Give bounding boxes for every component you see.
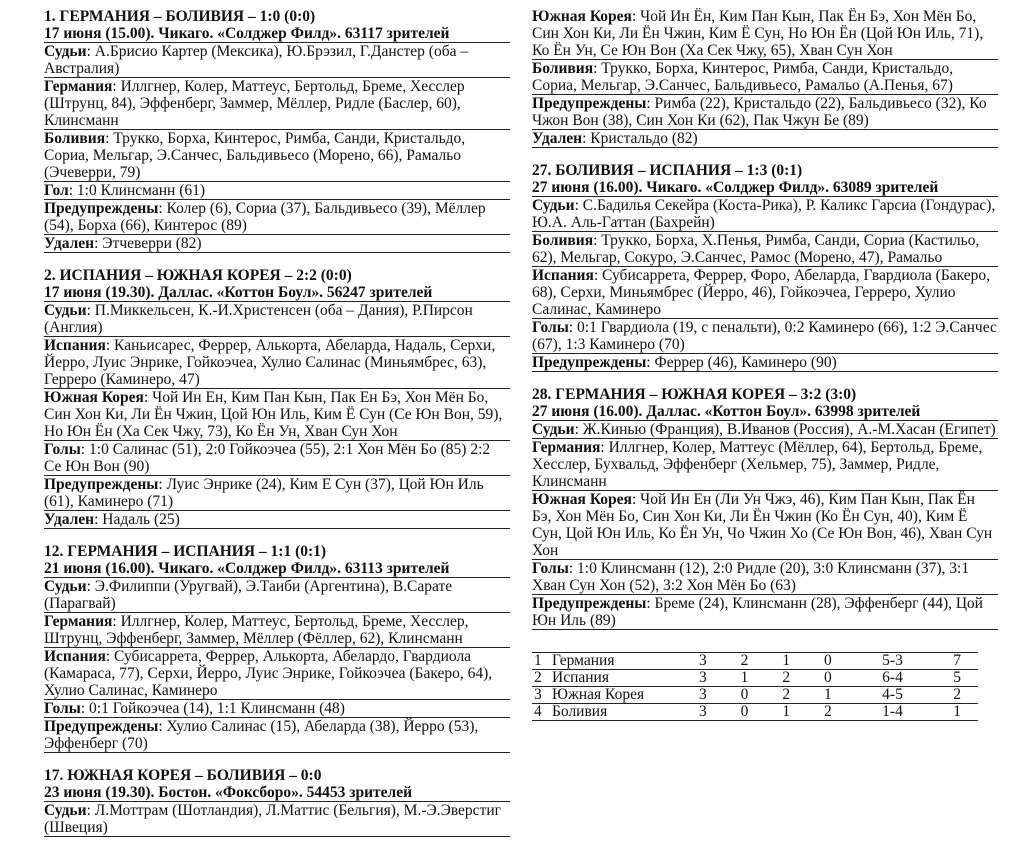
entry-label: Судьи: [44, 43, 87, 60]
standings-cell: 1: [936, 704, 978, 721]
entry-label: Предупреждены: [532, 595, 647, 612]
match-entry: [532, 491, 998, 560]
standings-cell: 1: [807, 687, 849, 704]
match-report: [44, 767, 510, 837]
match-entry: [532, 60, 998, 95]
entry-label: Судьи: [44, 302, 87, 319]
match-title: 28. ГЕРМАНИЯ – ЮЖНАЯ КОРЕЯ – 3:2 (3:0): [532, 386, 857, 403]
match-entry: [44, 78, 510, 130]
entry-text: : Иллгнер, Колер, Маттеус, Бертольд, Бреме, Хесслер, Штрунц, Эффенберг, Заммер, Мёллер (Фёллер, 62), Клинсманн: [44, 613, 469, 647]
entry-text: : Надаль (25): [94, 511, 180, 528]
entry-label: Предупреждены: [532, 354, 647, 371]
match-report: [44, 543, 510, 753]
match-entry: [44, 476, 510, 511]
entry-text: : Луис Энрике (24), Ким Е Сун (37), Цой Юн Иль (61), Каминеро (71): [44, 476, 484, 510]
entry-label: Удален: [44, 235, 95, 252]
match-entry: [44, 802, 510, 837]
entry-text: : Колер (6), Сориа (37), Бальдивьесо (39), Мёллер (54), Борха (66), Кинтерос (89): [44, 200, 486, 234]
entry-text: : 0:1 Гвардиола (19, с пенальти), 0:2 Каминеро (66), 1:2 Э.Санчес (67), 1:3 Каминеро (70): [532, 319, 997, 353]
match-entry: [532, 130, 998, 148]
entry-label: Судьи: [44, 578, 87, 595]
standings-cell: 5-3: [849, 653, 937, 670]
entry-label: Голы: [44, 700, 81, 717]
match-entry: [532, 421, 998, 439]
entry-label: Германия: [44, 613, 113, 630]
standings-cell: 4-5: [849, 687, 937, 704]
entry-text: : П.Миккельсен, К.-И.Христенсен (оба – Дания), Р.Пирсон (Англия): [44, 302, 473, 336]
entry-text: : Кристальдо (82): [582, 130, 698, 147]
entry-text: : Чой Ин Ен, Ким Пан Кын, Пак Ен Бэ, Хон Мён Бо, Син Хон Ки, Ли Ён Чжин, Цой Юн Иль, Ким Ё Сун (Се Юн Вон, 59), Но Юн Ён (Ха Сек Чжу, 73), Ко Ён Ун, Хван Сун Хон: [44, 389, 503, 440]
standings-cell: 7: [936, 653, 978, 670]
standings-cell: 3: [682, 670, 724, 687]
standings-team: Испания: [550, 670, 682, 687]
standings-row: [532, 704, 978, 721]
entry-text: : Трукко, Борха, Кинтерос, Римба, Санди, Кристальдо, Сориа, Мельгар, Э.Санчес, Бальдивьесо (Морено, 66), Рамальо (Эчеверри, 79): [44, 130, 466, 181]
left-column: [44, 8, 510, 851]
entry-label: Испания: [44, 337, 106, 354]
standings-team: Германия: [550, 653, 682, 670]
match-report: [532, 162, 998, 372]
standings-cell: 1: [532, 653, 550, 670]
match-report: [44, 8, 510, 253]
standings-cell: 5: [936, 670, 978, 687]
entry-label: Предупреждены: [532, 95, 647, 112]
entry-label: Боливия: [532, 60, 594, 77]
standings-team: Южная Корея: [550, 687, 682, 704]
entry-label: Голы: [44, 441, 81, 458]
entry-text: : Чой Ин Ён, Ким Пан Кын, Пак Ён Бэ, Хон Мён Бо, Син Хон Ки, Ли Ён Чжин, Ким Ё Сун, Но Юн Ён (Цой Юн Иль, 71), Ко Ён Ун, Се Юн Вон (Ха Сек Чжу, 65), Хван Сун Хон: [532, 8, 984, 59]
entry-label: Судьи: [44, 802, 87, 819]
standings-cell: 1: [724, 670, 766, 687]
standings-cell: 2: [765, 670, 807, 687]
entry-text: : Феррер (46), Каминеро (90): [646, 354, 837, 371]
entry-label: Германия: [532, 439, 601, 456]
match-entry: [532, 95, 998, 130]
standings-row: [532, 687, 978, 704]
standings-cell: 0: [807, 670, 849, 687]
entry-label: Испания: [532, 267, 594, 284]
match-entry: [44, 389, 510, 441]
entry-text: : 0:1 Гойкоэчеа (14), 1:1 Клинсманн (48): [80, 700, 345, 717]
match-entry: [532, 267, 998, 319]
match-info: 27 июня (16.00). Чикаго. «Солджер Филд». 63089 зрителей: [532, 179, 998, 197]
entry-text: : Субисаррета, Феррер, Форо, Абеларда, Гвардиола (Бакеро, 68), Серхи, Миньямбрес (Йерро, 46), Гойкоэчеа, Герреро, Хулио Салинас, Каминеро: [532, 267, 991, 318]
match-entry: [532, 439, 998, 491]
standings-cell: 3: [682, 704, 724, 721]
match-title: 12. ГЕРМАНИЯ – ИСПАНИЯ – 1:1 (0:1): [44, 543, 327, 560]
match-entry: [44, 182, 510, 200]
entry-label: Голы: [532, 319, 569, 336]
entry-label: Боливия: [532, 232, 594, 249]
entry-text: : Иллгнер, Колер, Маттеус (Мёллер, 64), Бертольд, Бреме, Хесслер, Бухвальд, Эффенберг (Хельмер, 75), Заммер, Ридле, Клинсманн: [532, 439, 983, 490]
entry-text: : Трукко, Борха, Кинтерос, Римба, Санди, Кристальдо, Сориа, Мельгар, Э.Санчес, Бальдивьесо, Рамальо (А.Пенья, 67): [532, 60, 954, 94]
entry-text: : Римба (22), Кристальдо (22), Бальдивьесо (32), Ко Чжон Вон (38), Син Хон Ки (62), Пак Чжун Бе (89): [532, 95, 987, 129]
match-entry: [44, 337, 510, 389]
match-entry: [44, 613, 510, 648]
entry-label: Судьи: [532, 197, 575, 214]
right-matches: [532, 8, 998, 630]
match-entry: [532, 354, 998, 372]
entry-label: Южная Корея: [532, 491, 632, 508]
standings-table: [532, 652, 978, 721]
match-entry: [44, 200, 510, 235]
match-info: 23 июня (19.30). Бостон. «Фоксборо». 54453 зрителей: [44, 784, 510, 802]
standings-cell: 3: [682, 653, 724, 670]
match-entry: [532, 319, 998, 354]
match-info: 17 июня (19.30). Даллас. «Коттон Боул». 56247 зрителей: [44, 284, 510, 302]
standings-cell: 3: [532, 687, 550, 704]
entry-text: : Хулио Салинас (15), Абеларда (38), Йерро (53), Эффенберг (70): [44, 718, 479, 752]
match-entry: [532, 560, 998, 595]
match-entry: [532, 8, 998, 60]
match-report: [44, 267, 510, 529]
entry-text: : А.Брисио Картер (Мексика), Ю.Брэзил, Г.Данстер (оба – Австралия): [44, 43, 469, 77]
entry-label: Судьи: [532, 421, 575, 438]
match-report: [532, 386, 998, 630]
standings-cell: 2: [807, 704, 849, 721]
standings-cell: 1-4: [849, 704, 937, 721]
entry-text: : Субисаррета, Феррер, Алькорта, Абелардо, Гвардиола (Камараса, 77), Серхи, Йерро, Луис Энрике, Гойкоэчеа (Бакеро, 64), Хулио Салинас, Каминеро: [44, 648, 493, 699]
standings-cell: 2: [765, 687, 807, 704]
entry-label: Испания: [44, 648, 106, 665]
match-entry: [44, 43, 510, 78]
standings-cell: 2: [936, 687, 978, 704]
standings-cell: 2: [724, 653, 766, 670]
match-info: 17 июня (15.00). Чикаго. «Солджер Филд». 63117 зрителей: [44, 25, 510, 43]
standings-cell: 6-4: [849, 670, 937, 687]
standings-cell: 3: [682, 687, 724, 704]
match-entry: [532, 595, 998, 630]
standings-cell: 0: [807, 653, 849, 670]
match-entry: [44, 441, 510, 476]
match-info: 27 июня (16.00). Даллас. «Коттон Боул». 63998 зрителей: [532, 403, 998, 421]
entry-text: : Каньисарес, Феррер, Алькорта, Абеларда, Надаль, Серхи, Йерро, Луис Энрике, Гойкоэчеа, Хулио Салинас (Миньямбрес, 63), Герреро (Каминеро, 47): [44, 337, 496, 388]
match-entry: [532, 197, 998, 232]
entry-label: Голы: [532, 560, 569, 577]
entry-label: Германия: [44, 78, 113, 95]
standings-team: Боливия: [550, 704, 682, 721]
entry-label: Удален: [532, 130, 583, 147]
entry-label: Боливия: [44, 130, 106, 147]
standings-cell: 0: [724, 687, 766, 704]
match-title: 2. ИСПАНИЯ – ЮЖНАЯ КОРЕЯ – 2:2 (0:0): [44, 267, 352, 284]
entry-text: : Чой Ин Ен (Ли Ун Чжэ, 46), Ким Пан Кын, Пак Ён Бэ, Хон Мён Бо, Син Хон Ки, Ли Ён Чжин (Ко Ён Сун, 40), Ким Ё Сун, Цой Юн Иль, Ко Ён Ун, Чо Чжин Хо (Се Юн Вон, 46), Хван Сун Хон: [532, 491, 993, 559]
standings-cell: 4: [532, 704, 550, 721]
entry-label: Удален: [44, 511, 95, 528]
standings-cell: 2: [532, 670, 550, 687]
match-title: 1. ГЕРМАНИЯ – БОЛИВИЯ – 1:0 (0:0): [44, 8, 316, 25]
entry-text: : Э.Филиппи (Уругвай), Э.Таиби (Аргентина), В.Сарате (Парагвай): [44, 578, 453, 612]
entry-label: Предупреждены: [44, 718, 159, 735]
entry-text: : Этчеверри (82): [94, 235, 202, 252]
entry-text: : С.Бадилья Секейра (Коста-Рика), Р. Каликс Гарсиа (Гондурас), Ю.А. Аль-Гаттан (Бахрейн): [532, 197, 996, 231]
entry-text: : 1:0 Клинсманн (61): [68, 182, 206, 199]
standings-cell: 0: [724, 704, 766, 721]
standings-row: [532, 670, 978, 687]
match-entry: [44, 648, 510, 700]
entry-text: : Ж.Кинью (Франция), В.Иванов (Россия), А.-М.Хасан (Египет): [574, 421, 996, 438]
entry-label: Предупреждены: [44, 200, 159, 217]
entry-text: : 1:0 Салинас (51), 2:0 Гойкоэчеа (55), 2:1 Хон Мён Бо (85) 2:2 Се Юн Вон (90): [44, 441, 491, 475]
match-entry: [44, 578, 510, 613]
match-entry: [44, 700, 510, 718]
match-report: [532, 8, 998, 148]
entry-label: Предупреждены: [44, 476, 159, 493]
match-title: 17. ЮЖНАЯ КОРЕЯ – БОЛИВИЯ – 0:0: [44, 767, 322, 784]
match-title: 27. БОЛИВИЯ – ИСПАНИЯ – 1:3 (0:1): [532, 162, 803, 179]
standings-row: [532, 653, 978, 670]
match-entry: [44, 511, 510, 529]
match-info: 21 июня (16.00). Чикаго. «Солджер Филд». 63113 зрителей: [44, 560, 510, 578]
match-entry: [532, 232, 998, 267]
entry-label: Южная Корея: [44, 389, 144, 406]
match-entry: [44, 130, 510, 182]
match-entry: [44, 235, 510, 253]
entry-label: Южная Корея: [532, 8, 632, 25]
entry-text: : Трукко, Борха, Х.Пенья, Римба, Санди, Сориа (Кастильо, 62), Мельгар, Сокуро, Э.Санчес, Рамос (Морено, 47), Рамальо: [532, 232, 980, 266]
entry-text: : Бреме (24), Клинсманн (28), Эффенберг (44), Цой Юн Иль (89): [532, 595, 983, 629]
standings-cell: 1: [765, 653, 807, 670]
entry-text: : Л.Моттрам (Шотландия), Л.Маттис (Бельгия), М.-Э.Эверстиг (Швеция): [44, 802, 501, 836]
entry-text: : Иллгнер, Колер, Маттеус, Бертольд, Бреме, Хесслер (Штрунц, 84), Эффенберг, Заммер, Мёллер, Ридле (Баслер, 60), Клинсманн: [44, 78, 465, 129]
right-column: [532, 8, 998, 721]
match-entry: [44, 718, 510, 753]
entry-label: Гол: [44, 182, 69, 199]
standings-cell: 1: [765, 704, 807, 721]
entry-text: : 1:0 Клинсманн (12), 2:0 Ридле (20), 3:0 Клинсманн (37), 3:1 Хван Сун Хон (52), 3:2 Хон Мён Бо (63): [532, 560, 970, 594]
match-entry: [44, 302, 510, 337]
